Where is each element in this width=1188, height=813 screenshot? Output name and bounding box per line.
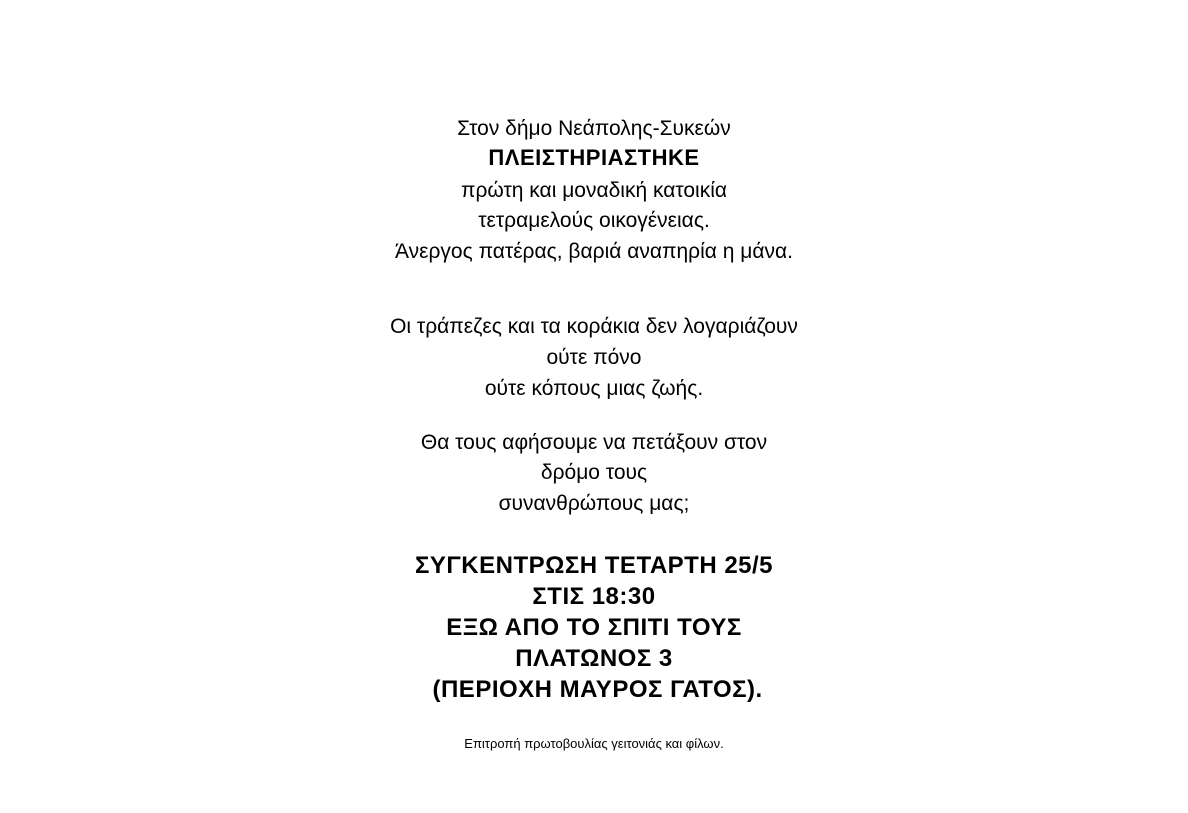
banks-line-3: ούτε κόπους μιας ζωής. (484, 377, 704, 400)
call-line-area: (ΠΕΡΙΟΧΗ ΜΑΥΡΟΣ ΓΑΤΟΣ). (425, 676, 763, 703)
intro-line-family: τετραμελούς οικογένειας. (478, 209, 710, 232)
intro-headline: ΠΛΕΙΣΤΗΡΙΑΣΤΗΚΕ (488, 145, 700, 170)
question-line-2: δρόμο τους (540, 461, 648, 484)
call-line-location: ΕΞΩ ΑΠΟ ΤΟ ΣΠΙΤΙ ΤΟΥΣ (446, 614, 742, 641)
question-line-3: συνανθρώπους μας; (498, 492, 690, 515)
intro-line-municipality: Στον δήμο Νεάπολης-Συκεών (457, 117, 731, 140)
question-line-1: Θα τους αφήσουμε να πετάξουν στον (420, 431, 768, 454)
banks-line-1: Οι τράπεζες και τα κοράκια δεν λογαριάζουν (390, 315, 798, 338)
call-line-time: ΣΤΙΣ 18:30 (532, 583, 656, 610)
intro-line-residence: πρώτη και μοναδική κατοικία (460, 179, 728, 202)
call-line-date: ΣΥΓΚΕΝΤΡΩΣΗ ΤΕΤΑΡΤΗ 25/5 (414, 552, 774, 579)
banks-line-2: ούτε πόνο (546, 346, 642, 369)
intro-line-parents: Άνεργος πατέρας, βαριά αναπηρία η μάνα. (394, 240, 793, 263)
signature: Επιτροπή πρωτοβουλίας γειτονιάς και φίλων. (464, 736, 724, 751)
call-line-address: ΠΛΑΤΩΝΟΣ 3 (515, 645, 673, 672)
